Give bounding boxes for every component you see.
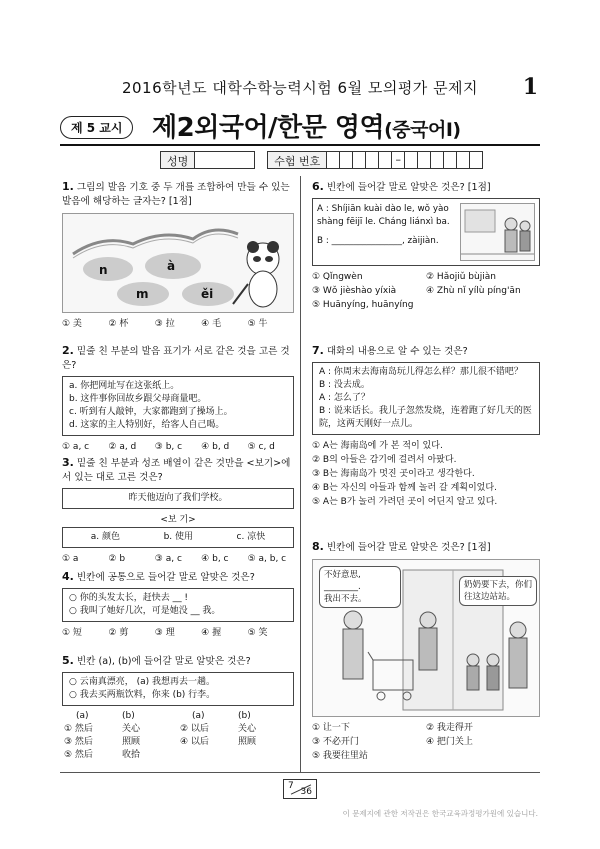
speech-bubble: 奶奶要下去，你们往这边站站。 <box>459 576 537 606</box>
option[interactable]: ② a, d <box>108 442 137 452</box>
id-cell[interactable] <box>353 151 366 169</box>
airport-scene-icon <box>461 204 535 261</box>
sentence-box <box>62 672 294 706</box>
question-stem: 밑줄 친 부분과 성조 배열이 같은 것만을 <보기>에서 있는 대로 고른 것은? <box>62 458 291 483</box>
option[interactable]: ③ 拉 <box>154 319 175 329</box>
id-cell[interactable] <box>327 151 340 169</box>
option[interactable]: ⑤ A는 B가 놀러 가려던 곳이 어딘지 알고 있다. <box>312 497 498 507</box>
option[interactable]: ④ 把门关上 <box>426 737 473 747</box>
sentence-item: ○ 我去买两瓶饮料，你来 (b) 行李。 <box>69 690 216 700</box>
bogi-box <box>62 527 294 548</box>
option[interactable]: ⑤ 然后 <box>64 750 93 760</box>
question-stem: 빈칸에 들어갈 말로 알맞은 것은? [1점] <box>326 542 491 553</box>
option[interactable]: ④ b, d <box>201 442 230 452</box>
option-value: 关心 <box>122 724 141 734</box>
bogi-title: <보 기> <box>160 515 196 525</box>
question-stem: 밑줄 친 부분의 발음 표기가 서로 같은 것을 고른 것은? <box>62 346 290 371</box>
question-8 <box>312 540 540 763</box>
sentence-item: ○ 云南真漂亮， (a) 我想再去一趟。 <box>69 677 215 687</box>
option[interactable]: ④ B는 자신의 아들과 함께 놀러 갈 계획이었다. <box>312 483 497 493</box>
question-number: 6. <box>312 180 324 193</box>
answer-options <box>312 270 540 312</box>
option[interactable]: ① 美 <box>62 319 82 329</box>
question-number: 2. <box>62 344 74 357</box>
period-badge: 제 5 교시 <box>60 116 133 139</box>
sentence-item: ○ 我叫了她好几次，可是她没 __ 我。 <box>69 606 221 616</box>
total-pages: 36 <box>300 787 312 797</box>
option[interactable]: ⑤ 我要往里站 <box>312 751 368 761</box>
option[interactable]: ③ Wǒ jièshào yíxià <box>312 286 397 296</box>
subject-sub: (중국어Ⅰ) <box>384 119 461 141</box>
option[interactable]: ④ b, c <box>201 554 229 564</box>
question-number: 5. <box>62 654 74 667</box>
option[interactable]: ① Qǐngwèn <box>312 272 363 282</box>
id-cell[interactable] <box>366 151 379 169</box>
question-stem: 빈칸에 들어갈 말로 알맞은 것은? [1점] <box>326 182 491 193</box>
option[interactable]: ⑤ 牛 <box>247 319 268 329</box>
option[interactable]: ② 以后 <box>180 724 209 734</box>
answer-table <box>62 710 294 762</box>
option[interactable]: ④ Zhù nǐ yílù píng'ān <box>426 286 521 296</box>
col-header: (b) <box>122 711 135 721</box>
question-number: 3. <box>62 456 74 469</box>
page-indicator <box>283 779 317 799</box>
col-header: (b) <box>238 711 251 721</box>
question-stem: 빈칸 (a), (b)에 들어갈 말로 알맞은 것은? <box>76 656 251 667</box>
answer-options <box>62 626 294 640</box>
option[interactable]: ② B의 아들은 감기에 걸려서 아팠다. <box>312 455 457 465</box>
answer-options <box>312 721 540 763</box>
option[interactable]: ② 杯 <box>108 319 129 329</box>
option[interactable]: ④ 毛 <box>201 319 222 329</box>
speech-bubble <box>319 566 401 608</box>
panda-wall-icon <box>63 214 294 313</box>
sentence-box: 昨天他迈向了我们学校。 <box>62 488 294 509</box>
answer-options <box>312 439 540 509</box>
table-row[interactable] <box>62 736 294 749</box>
sentence-item: ○ 你的头发太长，赶快去 __ ! <box>69 593 189 603</box>
option[interactable]: ① 让一下 <box>312 723 350 733</box>
option[interactable]: ③ b, c <box>154 442 183 452</box>
option[interactable]: ③ 理 <box>154 628 175 638</box>
question-number: 7. <box>312 344 324 357</box>
name-field[interactable] <box>195 151 255 169</box>
current-page: 7 <box>288 781 294 791</box>
option-value: 关心 <box>238 724 257 734</box>
option[interactable]: ① 然后 <box>64 724 93 734</box>
table-row[interactable] <box>62 723 294 736</box>
id-dash: – <box>392 151 405 169</box>
answer-options <box>62 317 294 331</box>
sentence-item: b. 这件事你回故乡跟父母商量吧。 <box>69 394 207 404</box>
id-cell[interactable] <box>431 151 444 169</box>
option-value: 照顾 <box>122 737 141 747</box>
id-cell[interactable] <box>470 151 483 169</box>
option-value: 收拾 <box>122 750 141 760</box>
header-rule <box>60 144 540 146</box>
option[interactable]: ⑤ Huānyíng, huānyíng <box>312 300 414 310</box>
dialogue-line: B : 没去成。 <box>319 380 370 390</box>
bogi-item: b. 使用 <box>163 532 193 542</box>
dialogue-line-a: A : Shíjiān kuài dào le, wǒ yào shàng fēijī le. Cháng liánxì ba. <box>317 204 450 227</box>
option[interactable]: ② Hǎojiǔ bùjiàn <box>426 272 496 282</box>
question-stem: 대화의 내용으로 알 수 있는 것은? <box>326 346 468 357</box>
option[interactable]: ② 剪 <box>108 628 129 638</box>
option[interactable]: ③ 然后 <box>64 737 93 747</box>
subject-main: 제2외국어/한문 영역 <box>152 113 385 143</box>
elevator-illustration <box>312 559 540 717</box>
bogi-item: c. 凉快 <box>236 532 266 542</box>
sentence-box <box>62 376 294 436</box>
speech-line: 我出不去。 <box>324 594 367 604</box>
exam-title: 2016학년도 대학수학능력시험 6월 모의평가 문제지 <box>121 79 479 97</box>
great-wall-illustration <box>62 213 294 313</box>
dialogue-line: A : 你周末去海南岛玩儿得怎么样？那儿很不错吧？ <box>319 367 523 377</box>
dialogue-line: A : 怎么了？ <box>319 393 370 403</box>
question-2 <box>62 344 294 454</box>
question-stem: 빈칸에 공통으로 들어갈 말로 알맞은 것은? <box>76 572 255 583</box>
option[interactable]: ⑤ 笑 <box>247 628 268 638</box>
id-cell[interactable] <box>405 151 418 169</box>
bogi-item: a. 颜色 <box>90 532 121 542</box>
sentence-item: a. 你把网址写在这张纸上。 <box>69 381 180 391</box>
id-cell[interactable] <box>457 151 470 169</box>
option[interactable]: ⑤ a, b, c <box>247 554 287 564</box>
option[interactable]: ③ 不必开门 <box>312 737 359 747</box>
question-3 <box>62 456 294 566</box>
option[interactable]: ② b <box>108 554 126 564</box>
dialogue-line: B : 说来话长。我儿子忽然发烧，连着跑了好几天的医院，这两天刚好一点儿。 <box>319 406 532 429</box>
dialogue-line-b: B : ________________, zàijiàn. <box>317 236 439 246</box>
option[interactable]: ① a <box>62 554 79 564</box>
id-cell[interactable] <box>444 151 457 169</box>
option[interactable]: ③ B는 海南岛가 멋진 곳이라고 생각한다. <box>312 469 475 479</box>
question-6 <box>312 180 540 312</box>
option[interactable]: ② 我走得开 <box>426 723 473 733</box>
speech-line: 不好意思, ________. <box>324 570 361 592</box>
subject-title <box>152 107 461 144</box>
option-value: 照顾 <box>238 737 257 747</box>
column-divider <box>300 176 301 772</box>
dialogue-box <box>312 198 540 266</box>
copyright-notice: 이 문제지에 관한 저작권은 한국교육과정평가원에 있습니다. <box>342 809 538 818</box>
id-cell[interactable] <box>379 151 392 169</box>
question-7 <box>312 344 540 509</box>
question-5 <box>62 654 294 762</box>
question-4 <box>62 570 294 640</box>
option[interactable]: ① a, c <box>62 442 90 452</box>
airport-illustration <box>460 203 535 261</box>
sentence-item: c. 听到有人敲钟，大家都跑到了操场上。 <box>69 407 233 417</box>
id-cell[interactable] <box>340 151 353 169</box>
option[interactable]: ⑤ c, d <box>247 442 275 452</box>
id-cell[interactable] <box>418 151 431 169</box>
footer-rule <box>60 772 540 773</box>
sentence-item: d. 这家的主人特别好，给客人自己喝。 <box>69 420 225 430</box>
question-number: 1. <box>62 180 74 193</box>
dialogue-box <box>312 362 540 435</box>
candidate-info-row <box>160 151 483 169</box>
sentence-box <box>62 588 294 622</box>
question-number: 4. <box>62 570 74 583</box>
phoneme-bubble: n <box>99 263 108 277</box>
page-number: 1 <box>522 74 538 100</box>
phoneme-bubble: ěi <box>201 287 214 301</box>
question-number: 8. <box>312 540 324 553</box>
option[interactable]: ③ a, c <box>154 554 182 564</box>
id-label: 수험 번호 <box>267 151 327 169</box>
option[interactable]: ④ 握 <box>201 628 222 638</box>
name-label: 성명 <box>160 151 195 169</box>
option[interactable]: ① A는 海南岛에 가 본 적이 있다. <box>312 441 443 451</box>
answer-options <box>62 440 294 454</box>
col-header: (a) <box>192 711 205 721</box>
question-1 <box>62 180 294 331</box>
option[interactable]: ① 短 <box>62 628 82 638</box>
col-header: (a) <box>76 711 89 721</box>
option[interactable]: ④ 以后 <box>180 737 209 747</box>
question-stem: 그림의 발음 기호 중 두 개를 조합하여 만들 수 있는 발음에 해당하는 글자는? [1점] <box>62 182 290 207</box>
answer-options <box>62 552 294 566</box>
phoneme-bubble: m <box>136 287 149 301</box>
table-row[interactable] <box>62 749 294 762</box>
phoneme-bubble: à <box>167 259 176 273</box>
